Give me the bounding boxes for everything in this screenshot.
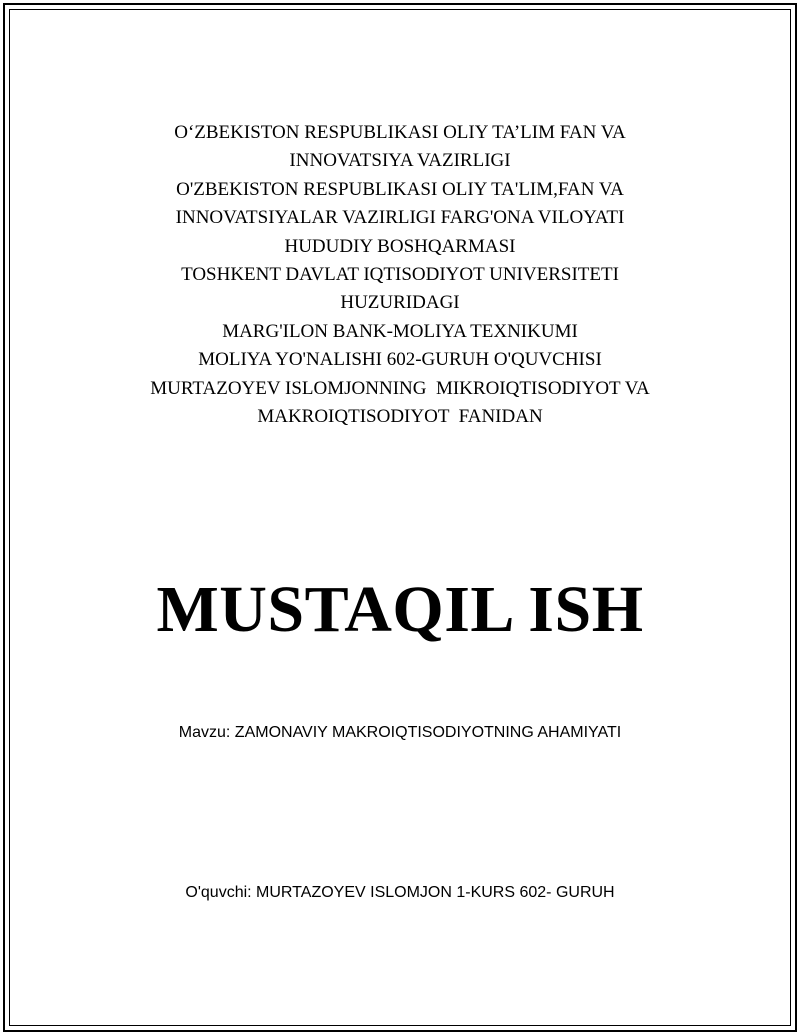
header-line: TOSHKENT DAVLAT IQTISODIYOT UNIVERSITETI <box>181 264 619 286</box>
header-line: INNOVATSIYALAR VAZIRLIGI FARG'ONA VILOYATI <box>175 207 625 229</box>
header-line: MOLIYA YO'NALISHI 602-GURUH O'QUVCHISI <box>198 349 602 371</box>
header-line: MARG'ILON BANK-MOLIYA TEXNIKUMI <box>222 320 578 342</box>
document-title: MUSTAQIL ISH <box>156 573 644 646</box>
header-line: HUDUDIY BOSHQARMASI <box>284 235 516 257</box>
header-line: O'ZBEKISTON RESPUBLIKASI OLIY TA'LIM,FAN VA <box>176 178 624 200</box>
topic-line: Mavzu: ZAMONAVIY MAKROIQTISODIYOTNING AHAMIYATI <box>178 724 622 741</box>
student-line: O'quvchi: MURTAZOYEV ISLOMJON 1-KURS 602- GURUH <box>185 884 615 901</box>
institution-header <box>0 119 800 431</box>
header-line: O‘ZBEKISTON RESPUBLIKASI OLIY TA’LIM FAN VA <box>174 122 626 143</box>
header-line: HUZURIDAGI <box>340 292 460 314</box>
header-line: MAKROIQTISODIYOT FANIDAN <box>257 406 543 428</box>
header-line: INNOVATSIYA VAZIRLIGI <box>289 150 511 172</box>
header-line: MURTAZOYEV ISLOMJONNING MIKROIQTISODIYOT VA <box>150 377 650 399</box>
